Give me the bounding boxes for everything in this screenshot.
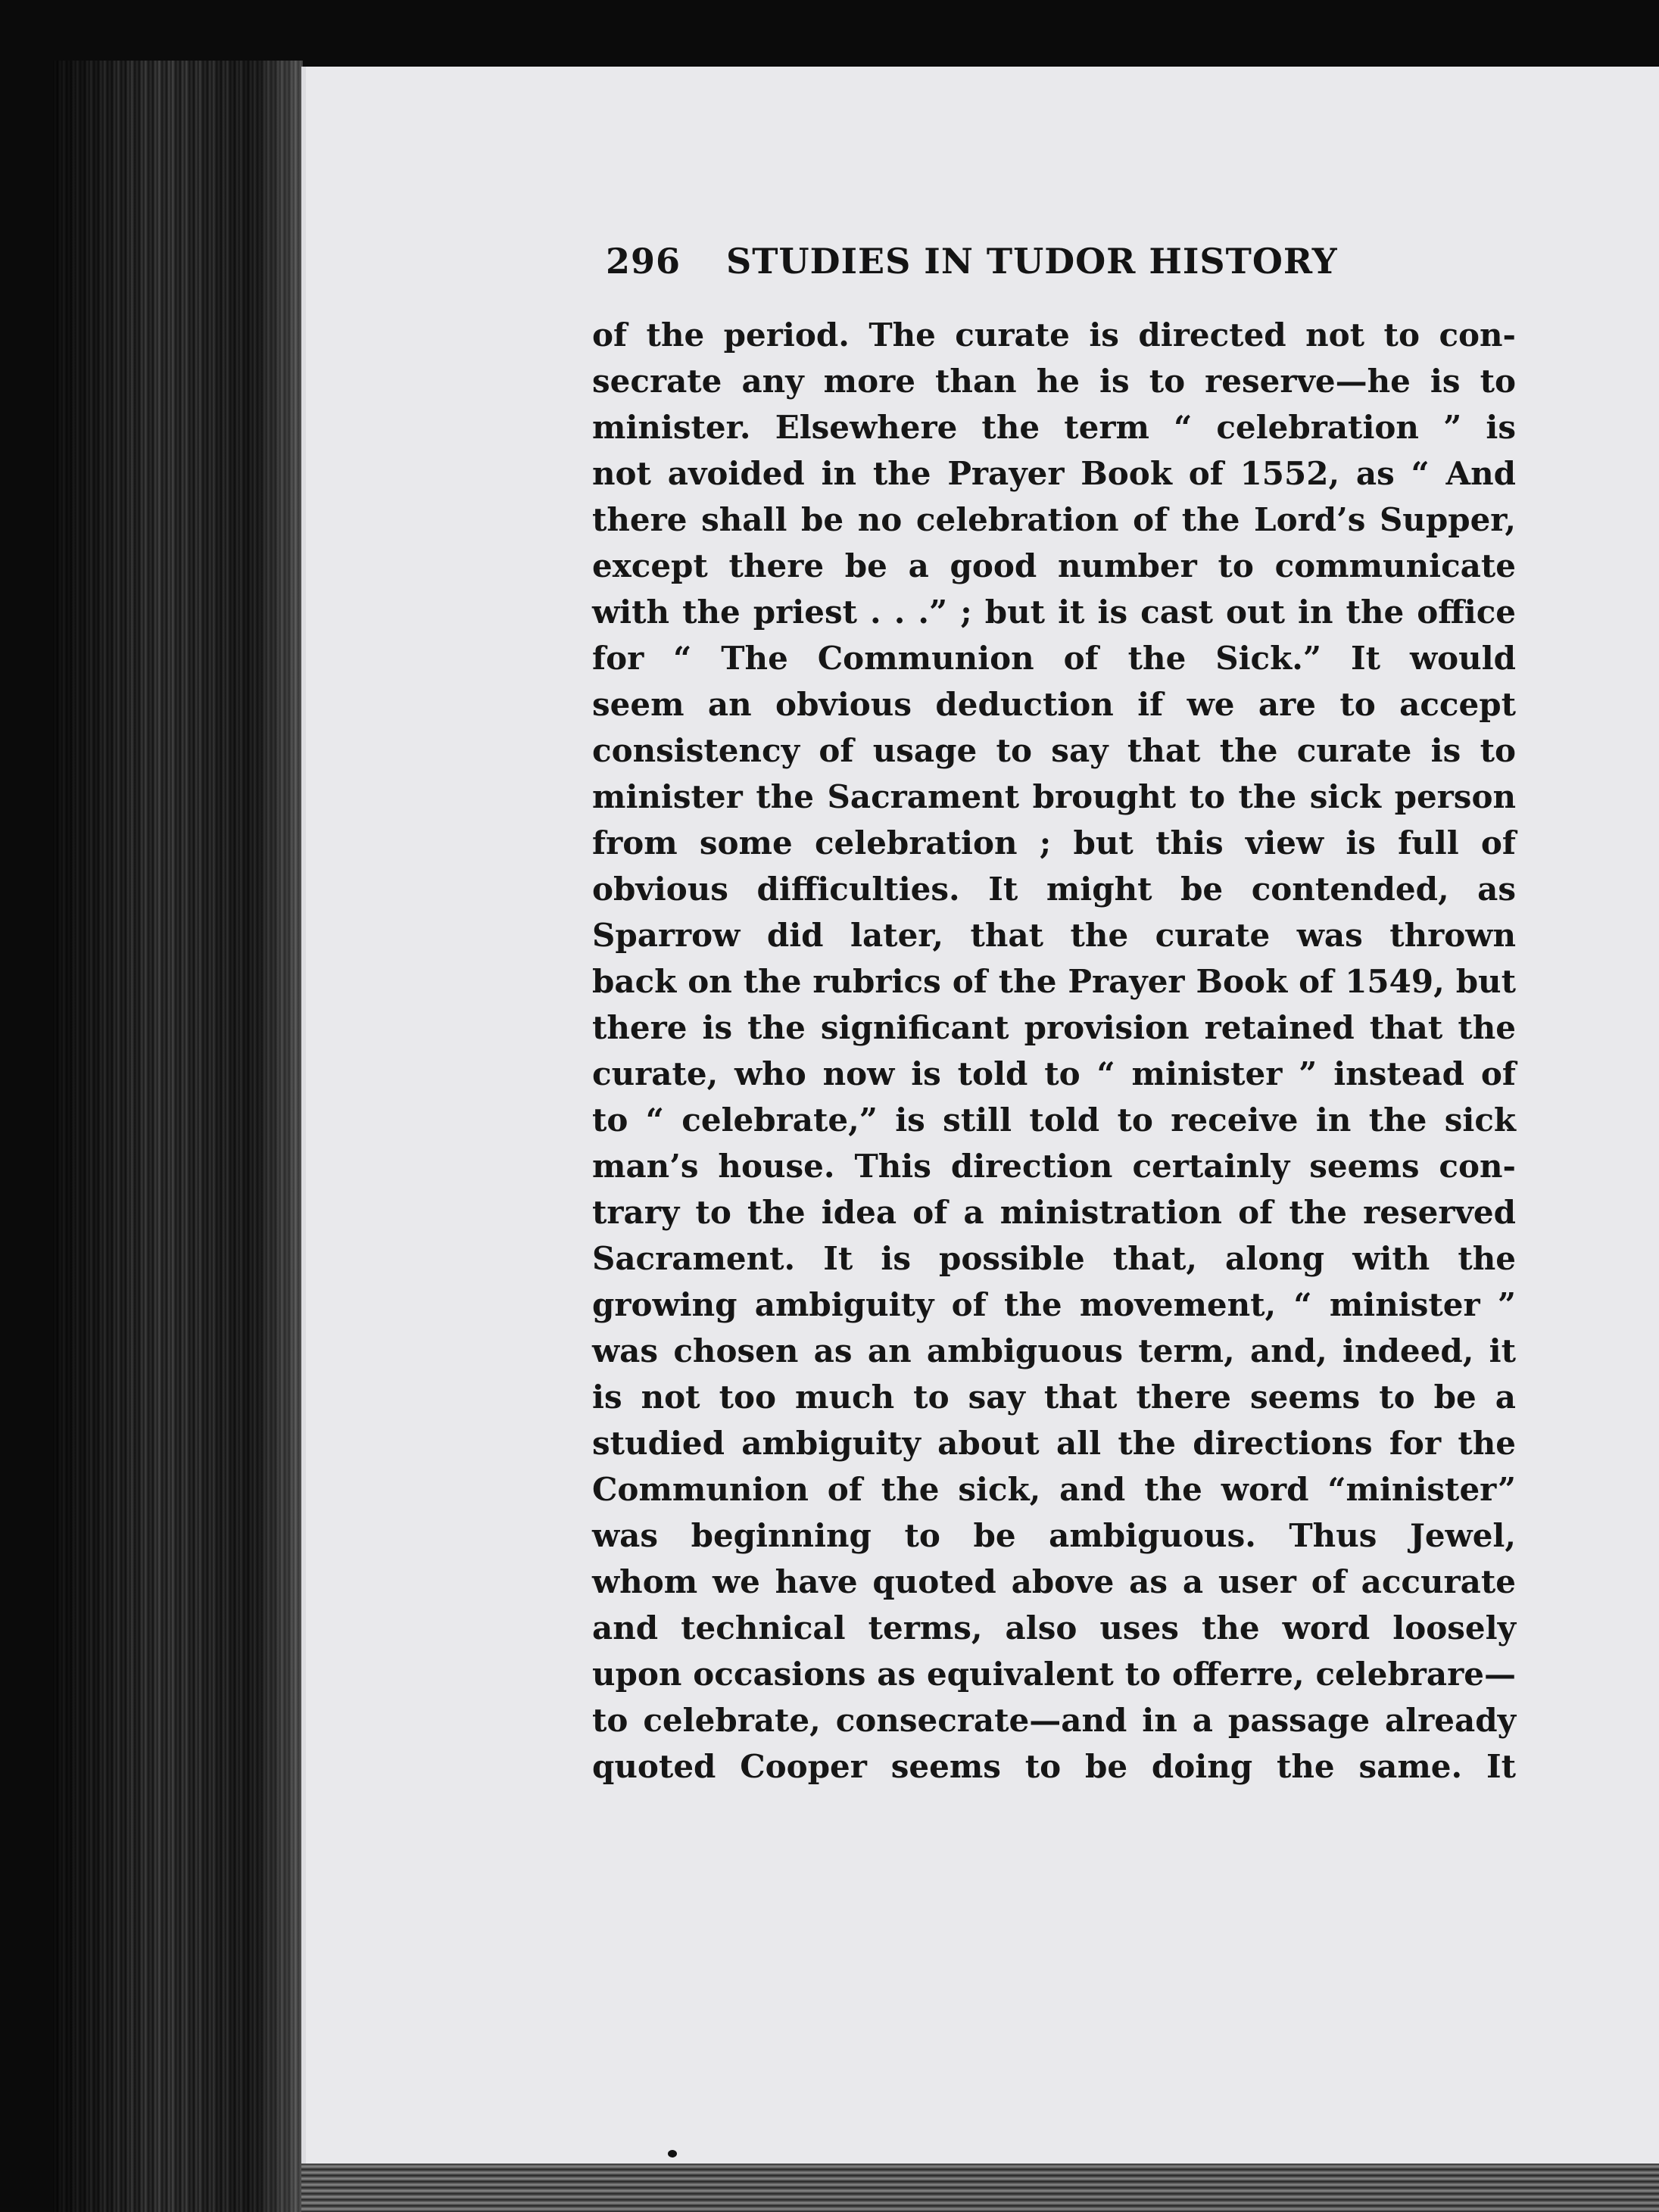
page-bottom-edge (301, 2164, 1659, 2212)
text-line: is not too much to say that there seems to be a (592, 1379, 1516, 1416)
text-line: of the period. The curate is directed not to con- (592, 316, 1516, 354)
text-line: was chosen as an ambiguous term, and, indeed, it (592, 1332, 1516, 1369)
text-line: curate, who now is told to “ minister ” instead of (592, 1055, 1516, 1092)
text-line: seem an obvious deduction if we are to accept (592, 686, 1516, 723)
text-line: was beginning to be ambiguous. Thus Jewel, (592, 1517, 1516, 1554)
text-line: secrate any more than he is to reserve—he is to (592, 363, 1516, 400)
text-line: and technical terms, also uses the word loosely (592, 1609, 1516, 1647)
ink-speck (668, 2150, 677, 2157)
text-line: minister the Sacrament brought to the sick person (592, 778, 1516, 815)
text-line: with the priest . . .” ; but it is cast out in the office (592, 594, 1516, 631)
text-line: obvious difficulties. It might be contended, as (592, 871, 1516, 908)
text-line: for “ The Communion of the Sick.” It would (592, 640, 1516, 677)
running-head (606, 241, 1499, 282)
text-line: except there be a good number to communicate (592, 547, 1516, 584)
text-line: growing ambiguity of the movement, “ minister ” (592, 1286, 1516, 1323)
text-line: whom we have quoted above as a user of accurate (592, 1563, 1516, 1600)
text-line: consistency of usage to say that the curate is to (592, 732, 1516, 769)
text-line: trary to the idea of a ministration of the reserved (592, 1194, 1516, 1231)
text-line: to celebrate, consecrate—and in a passage already (592, 1702, 1516, 1739)
text-line: man’s house. This direction certainly seems con- (592, 1148, 1516, 1185)
text-line: from some celebration ; but this view is full of (592, 824, 1516, 861)
text-line: Sacrament. It is possible that, along with the (592, 1240, 1516, 1277)
text-line: to “ celebrate,” is still told to receive in the sick (592, 1101, 1516, 1139)
text-line: studied ambiguity about all the directions for the (592, 1425, 1516, 1462)
running-title: STUDIES IN TUDOR HISTORY (726, 241, 1338, 282)
text-line: quoted Cooper seems to be doing the same. It (592, 1748, 1516, 1785)
text-line: upon occasions as equivalent to offerre, celebrare— (592, 1656, 1516, 1693)
text-line: minister. Elsewhere the term “ celebration ” is (592, 409, 1516, 446)
page-number: 296 (606, 241, 681, 282)
body-text (592, 312, 1516, 1790)
page-edges-shadow (53, 61, 303, 2212)
text-line: Communion of the sick, and the word “minister” (592, 1471, 1516, 1508)
text-line: there is the significant provision retained that the (592, 1009, 1516, 1046)
text-line: Sparrow did later, that the curate was thrown (592, 917, 1516, 954)
text-line: there shall be no celebration of the Lord’s Supper, (592, 501, 1516, 538)
text-line: not avoided in the Prayer Book of 1552, as “ And (592, 455, 1516, 492)
text-line: back on the rubrics of the Prayer Book of 1549, but (592, 963, 1516, 1000)
